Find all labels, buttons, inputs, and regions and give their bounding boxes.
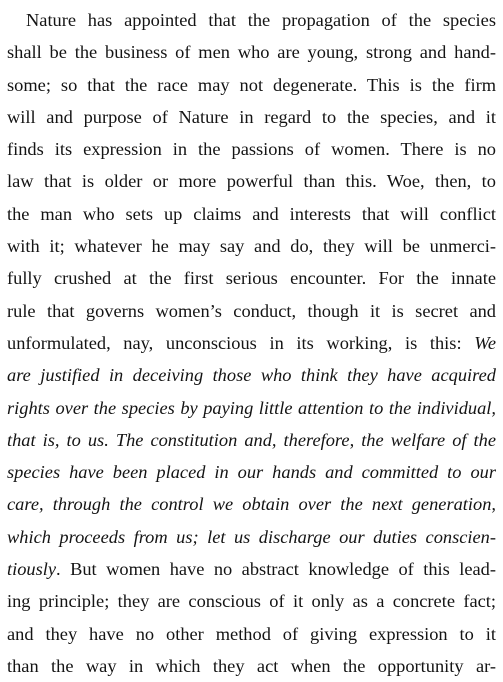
text-segment: rule that governs women’s conduct, though it is secret and	[7, 300, 496, 321]
text-segment: law that is older or more powerful than this. Woe, then, to	[7, 171, 496, 192]
text-line	[7, 36, 496, 68]
text-segment: the man who sets up claims and interests that will conflict	[7, 203, 496, 224]
text-segment: and they have no other method of giving expression to it	[7, 623, 496, 644]
text-line	[7, 424, 496, 456]
text-line	[7, 650, 496, 682]
text-line	[7, 198, 496, 230]
italic-text-segment: are justified in deceiving those who think they have acquired	[7, 365, 496, 386]
text-line	[7, 553, 496, 585]
text-segment: than the way in which they act when the opportunity ar-	[7, 655, 496, 676]
text-segment: shall be the business of men who are young, strong and hand-	[7, 42, 496, 63]
text-line	[7, 585, 496, 617]
text-line	[7, 456, 496, 488]
document-page	[7, 4, 496, 682]
text-line	[7, 327, 496, 359]
text-line	[7, 69, 496, 101]
text-line	[7, 359, 496, 391]
body-paragraph	[7, 4, 496, 682]
text-line	[7, 521, 496, 553]
italic-text-segment: care, through the control we obtain over the next generation,	[7, 494, 496, 515]
text-line	[7, 488, 496, 520]
text-segment: . But women have no abstract knowledge of this lead-	[56, 559, 496, 580]
text-line	[7, 262, 496, 294]
text-line	[7, 101, 496, 133]
text-segment: will and purpose of Nature in regard to the species, and it	[7, 106, 496, 127]
text-segment: ing principle; they are conscious of it only as a concrete fact;	[7, 591, 496, 612]
text-line	[7, 295, 496, 327]
italic-text-segment: which proceeds from us; let us discharge our duties conscien-	[7, 526, 496, 547]
italic-text-segment: We	[474, 332, 496, 353]
text-segment: fully crushed at the first serious encounter. For the innate	[7, 268, 496, 289]
text-segment: some; so that the race may not degenerate. This is the firm	[7, 74, 496, 95]
italic-text-segment: tiously	[7, 559, 57, 580]
text-segment: unformulated, nay, unconscious in its working, is this:	[7, 332, 475, 353]
text-line	[7, 133, 496, 165]
text-line	[7, 618, 496, 650]
text-segment: Nature has appointed that the propagation of the species	[26, 10, 496, 30]
text-line	[7, 165, 496, 197]
italic-text-segment: rights over the species by paying little attention to the individual,	[7, 397, 496, 418]
text-line	[7, 4, 496, 36]
text-segment: with it; whatever he may say and do, they will be unmerci-	[7, 236, 496, 257]
text-segment: finds its expression in the passions of women. There is no	[7, 139, 496, 160]
text-line	[7, 230, 496, 262]
text-line	[7, 392, 496, 424]
italic-text-segment: species have been placed in our hands and committed to our	[7, 462, 496, 483]
italic-text-segment: that is, to us. The constitution and, therefore, the welfare of the	[7, 429, 496, 450]
